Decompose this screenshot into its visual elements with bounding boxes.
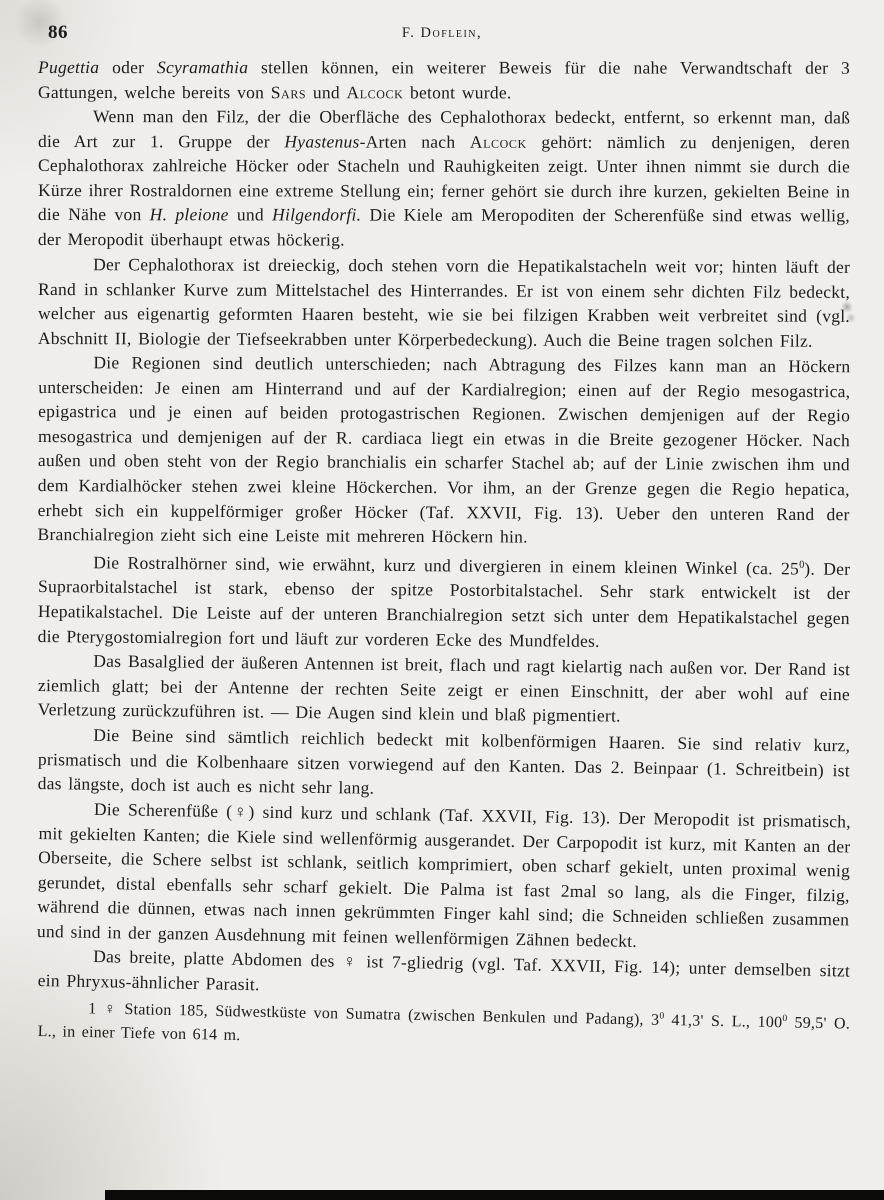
text-block	[38, 55, 850, 1045]
paragraph-regionen: Die Regionen sind deutlich unterschieden; nach Abtragung des Filzes kann man an Höckern unterscheiden: Je einen am Hinterrand und auf der Kardialregion; einen auf der Regio mesogastrica, epigastrica und je einen auf beiden protogastrischen Regionen. Zwischen demjenigen auf der Regio mesogastrica und demjenigen auf der R. cardiaca liegt ein etwas in die Breite gezogener Höcker. Nach außen und oben steht von der Regio branchialis ein scharfer Stachel ab; auf der Linie zwischen ihm und dem Kardialhöcker stehen zwei kleine Höckerchen. Vor ihm, an der Grenze gegen die Regio hepatica, erhebt sich ein kuppelförmiger großer Höcker (Taf. XXVII, Fig. 13). Ueber den unteren Rand der Branchialregion zieht sich eine Leiste mit mehreren Höckern hin.	[37, 352, 851, 547]
paragraph-cephalothorax: Der Cephalothorax ist dreieckig, doch stehen vorn die Hepatikalstacheln weit vor; hinten läuft der Rand in schlanker Kurve zum Mittelstachel des Hinterrandes. Er ist von einem sehr dichten Filz bedeckt, welcher aus eigenartig geformten Haaren besteht, wie sie bei filzigen Krabben weit verbreitet sind (vgl. Abschnitt II, Biologie der Tiefseekrabben unter Körperbedeckung). Auch die Beine tragen solchen Filz.	[37, 253, 851, 351]
paragraph-abdomen: Das breite, platte Abdomen des ♀ ist 7-gliedrig (vgl. Taf. XXVII, Fig. 14); unter demselben sitzt ein Phryxus-ähnlicher Parasit.	[37, 946, 851, 995]
paragraph-basalglied: Das Basalglied der äußeren Antennen ist breit, flach und ragt kielartig nach außen vor. Der Rand ist ziemlich glatt; bei der Antenne der rechten Seite zeigt er einen Einschnitt, der aber wohl auf eine Verletzung zurückzuführen ist. — Die Augen sind klein und blaß pigmentiert.	[37, 650, 851, 726]
paragraph-rostralhoerner: Die Rostralhörner sind, wie erwähnt, kurz und divergieren in einem kleinen Winkel (ca. $25^0$). Der Supraorbitalstachel ist stark, ebenso der spitze Postorbitalstachel. Sehr stark entwickelt ist der Hepatikalstachel. Die Leiste auf der unteren Branchialregion setzt sich unter dem Hepatikalstachel gegen die Pterygostomialregion fort und läuft zur vorderen Ecke des Mundfeldes.	[37, 552, 851, 651]
page-number: 86	[48, 22, 68, 43]
paragraph-filz-gruppe: Wenn man den Filz, der die Oberfläche des Cephalothorax bedeckt, entfernt, so erkennt man, daß die Art zur 1. Gruppe der Hyastenus-Arten nach Alcock gehört: nämlich zu denjenigen, deren Cephalothorax zahlreiche Höcker oder Stacheln und Rauhigkeiten zeigt. Unter ihnen nimmt sie durch die Kürze ihrer Rostraldornen eine extreme Stellung ein; ferner gehört sie durch ihre kurzen, gekielten Beine in die Nähe von H. pleione und Hilgendorfi. Die Kiele am Meropoditen der Scherenfüße sind etwas wellig, der Meropodit überhaupt etwas höckerig.	[37, 106, 851, 250]
scan-edge-bar-bottom	[105, 1190, 884, 1200]
running-head	[0, 16, 884, 46]
paragraph-scherenfuesse: Die Scherenfüße (♀) sind kurz und schlank (Taf. XXVII, Fig. 13). Der Meropodit ist prismatisch, mit gekielten Kanten; die Kiele sind wellenförmig ausgerandet. Der Carpopodit ist kurz, mit Kanten an der Oberseite, die Schere selbst ist schlank, seitlich komprimiert, oben scharf gekielt, unten proximal wenig gerundet, distal ebenfalls sehr scharf gekielt. Die Palma ist fast 2mal so lang, als die Finger, filzig, während die dünnen, etwas nach innen gekrümmten Finger kahl sind; die Schneiden schließen zusammen und sind in der ganzen Ausdehnung mit feinen wellenförmigen Zähnen bedeckt.	[36, 798, 852, 951]
paragraph-beine: Die Beine sind sämtlich reichlich bedeckt mit kolbenförmigen Haaren. Sie sind relativ kurz, prismatisch und die Kolbenhaare sitzen vorwiegend auf den Kanten. Das 2. Beinpaar (1. Schreitbein) ist das längste, doch ist auch es nicht sehr lang.	[37, 724, 851, 798]
paragraph-intro-continuation: Pugettia oder Scyramathia stellen können, ein weiterer Beweis für die nahe Verwandtschaft der 3 Gattungen, welche bereits von Sars und Alcock betont wurde.	[37, 57, 851, 103]
paragraph-station: 1 ♀ Station 185, Südwestküste von Sumatra (zwischen Benkulen und Padang), $3^0$ 41,3' S. L., $100^0$ 59,5' O. L., in einer Tiefe von 614 m.	[37, 1000, 851, 1045]
running-header-title: F. Doflein,	[401, 25, 483, 41]
